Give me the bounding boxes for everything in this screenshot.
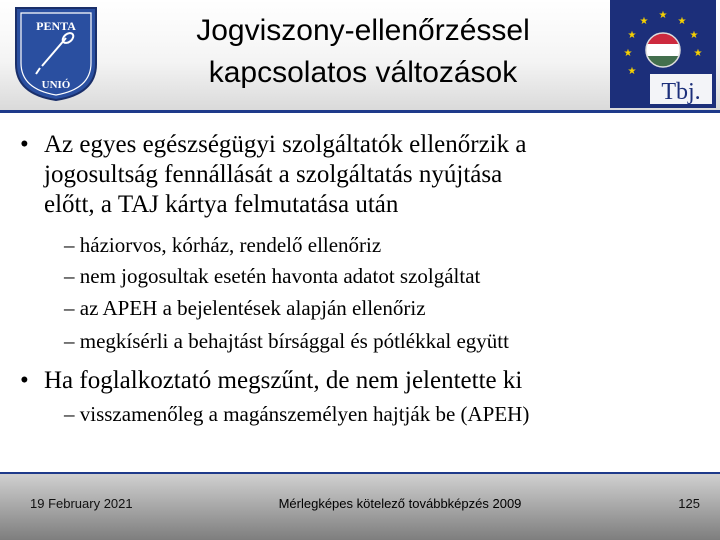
svg-text:★: ★ <box>693 48 703 59</box>
svg-text:★: ★ <box>639 16 649 27</box>
sub-item: – visszamenőleg a magánszemélyen hajtják be (APEH) <box>64 402 530 426</box>
sub-item: – háziorvos, kórház, rendelő ellenőriz <box>64 233 382 257</box>
sub-item: – megkísérli a behajtást bírsággal és pótlékkal együtt <box>64 329 509 353</box>
title-line-1: Jogviszony-ellenőrzéssel <box>196 14 530 47</box>
sub-item: – az APEH a bejelentések alapján ellenőriz <box>64 296 426 320</box>
sub-item: – nem jogosultak esetén havonta adatot szolgáltat <box>64 264 481 288</box>
footer-title: Mérlegképes kötelező továbbképzés 2009 <box>278 496 522 511</box>
logo-text-top: PENTA <box>36 19 76 33</box>
svg-text:★: ★ <box>689 30 699 41</box>
penta-unio-logo <box>12 4 100 102</box>
page-number: 125 <box>678 496 700 511</box>
svg-text:★: ★ <box>627 30 637 41</box>
tbj-badge-text: Tbj. <box>661 79 701 105</box>
page-title <box>118 10 608 94</box>
svg-text:★: ★ <box>623 48 633 59</box>
bullet-1-line-2: jogosultság fennállását a szolgáltatás nyújtása <box>44 161 503 188</box>
bullet-text-1 <box>44 130 526 220</box>
bullet-1-line-1: Az egyes egészségügyi szolgáltatók ellenőrzik a <box>44 131 527 158</box>
svg-text:★: ★ <box>658 10 668 21</box>
bullet-text-2: Ha foglalkoztató megszűnt, de nem jelentette ki <box>44 367 523 394</box>
bullet-marker: • <box>20 367 29 394</box>
header-divider <box>0 110 720 113</box>
svg-text:★: ★ <box>677 16 687 27</box>
footer-date: 19 February 2021 <box>30 496 133 511</box>
bullet-1-line-3: előtt, a TAJ kártya felmutatása után <box>44 191 399 218</box>
eu-hungary-badge <box>610 0 716 108</box>
logo-text-bottom: UNIÓ <box>41 79 71 91</box>
title-line-2: kapcsolatos változások <box>208 56 518 89</box>
bullet-marker: • <box>20 131 29 158</box>
svg-text:★: ★ <box>627 66 637 77</box>
